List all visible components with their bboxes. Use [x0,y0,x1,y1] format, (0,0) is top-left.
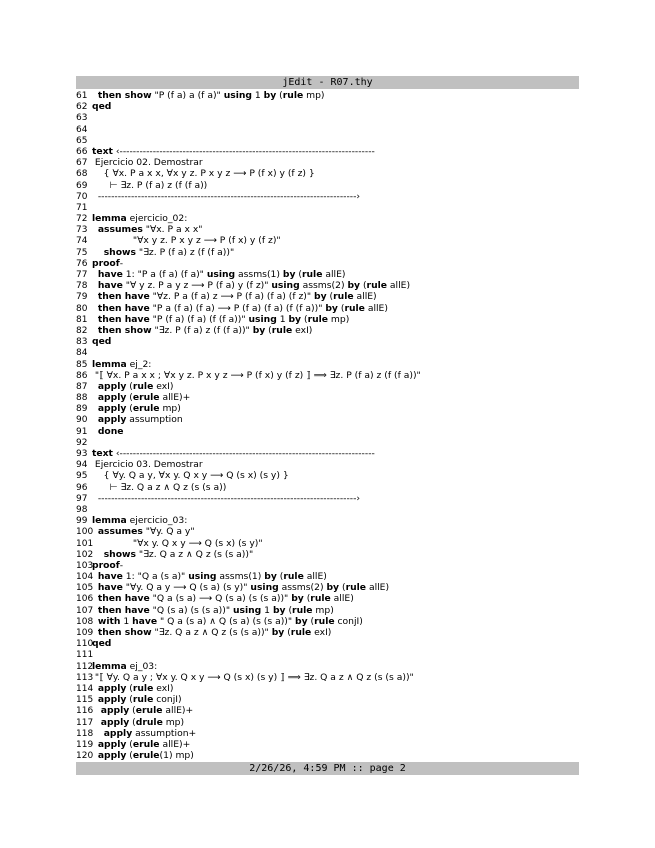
code-text: apply (rule exI) [97,682,174,694]
code-line [76,269,579,280]
code-line [76,571,579,582]
code-line [76,224,579,235]
code-line [76,728,579,739]
line-number: 85 [76,359,88,370]
code-line [76,303,579,314]
code-text: assumes "∀x. P a x x" [97,224,203,236]
code-line [76,403,579,414]
code-line [76,482,579,493]
code-text: qed [92,336,112,348]
code-text: apply (rule conjI) [97,694,182,706]
line-number: 70 [76,191,88,202]
code-line [76,717,579,728]
line-number: 93 [76,449,88,459]
line-number: 97 [76,493,88,504]
code-text: qed [92,638,112,650]
code-text: ⊢ ∃z. Q a z ∧ Q z (s (s a)) [92,481,227,493]
line-number: 96 [76,482,88,493]
code-line [76,694,579,705]
code-text: ⊢ ∃z. P (f a) z (f (f a)) [92,179,208,191]
line-number: 118 [76,728,94,739]
code-text: then have "Q (s a) (s (s a))" using 1 by (rule mp) [97,604,334,616]
code-line [76,582,579,593]
code-text: shows "∃z. P (f a) z (f (f a))" [103,246,235,258]
line-number: 108 [76,616,94,627]
page-footer: 2/26/26, 4:59 PM :: page 2 [249,763,406,774]
line-number: 91 [76,426,88,437]
line-number: 61 [76,91,88,101]
code-text: proof- [92,257,124,269]
code-line [76,370,579,381]
code-text: qed [92,101,112,113]
code-line [76,638,579,649]
line-number: 114 [76,683,94,694]
line-number: 119 [76,739,94,750]
code-line [76,493,579,504]
code-text: then show "∃z. P (f a) z (f (f a))" by (rule exI) [97,324,313,336]
code-line [76,314,579,325]
code-text: Ejercicio 02. Demostrar [92,157,203,169]
code-line [76,124,579,135]
code-text: Ejercicio 03. Demostrar [92,459,203,471]
line-number: 69 [76,180,88,191]
code-line [76,672,579,683]
code-text: shows "∃z. Q a z ∧ Q z (s (s a))" [103,548,254,560]
line-number: 87 [76,381,88,392]
line-number: 77 [76,270,88,280]
line-number: 63 [76,113,88,124]
code-text: text ‹----------------------------------------------------------------------------- [92,448,375,459]
code-text: have "∀y. Q a y ⟶ Q (s a) (s y)" using assms(2) by (rule allE) [97,582,390,594]
code-text: then show "∃z. Q a z ∧ Q z (s (s a))" by (rule exI) [97,627,332,638]
code-text: proof- [92,559,124,571]
code-text: apply (erule(1) mp) [97,750,194,762]
line-number: 67 [76,158,88,169]
line-number: 105 [76,583,94,594]
code-line [76,291,579,302]
code-line [76,515,579,526]
code-line [76,526,579,537]
code-line [76,504,579,515]
page-footer-bar [76,762,579,775]
line-number: 62 [76,102,88,113]
line-number: 78 [76,281,88,292]
line-number: 84 [76,348,88,359]
code-line [76,392,579,403]
line-number: 90 [76,415,88,426]
line-number: 101 [76,538,94,549]
code-text: then show "P (f a) a (f a)" using 1 by (rule mp) [97,90,325,101]
code-text: then have "P a (f a) (f a) ⟶ P (f a) (f a) (f (f a))" by (rule allE) [97,302,388,314]
code-line [76,649,579,660]
line-number: 66 [76,146,88,157]
code-text: assumes "∀y. Q a y" [97,526,195,538]
code-line [76,347,579,358]
line-number: 79 [76,292,88,303]
code-line [76,247,579,258]
code-text: have "∀ y z. P a y z ⟶ P (f a) y (f z)" using assms(2) by (rule allE) [97,280,411,292]
code-text: have 1: "Q a (s a)" using assms(1) by (rule allE) [97,571,327,583]
code-line [76,437,579,448]
code-text: apply (erule allE)+ [97,392,191,404]
window-title: jEdit - R07.thy [282,77,373,88]
line-number: 115 [76,695,94,706]
code-line [76,739,579,750]
code-text: lemma ejercicio_03: [92,515,188,527]
line-number: 98 [76,504,88,515]
code-line [76,414,579,425]
code-line [76,593,579,604]
code-line [76,359,579,370]
code-text: done [97,425,124,437]
code-line [76,280,579,291]
code-text: apply (drule mp) [100,716,185,728]
code-line [76,616,579,627]
code-text: "⟦ ∀x. P a x x ; ∀x y z. P x y z ⟶ P (f x) y (f z) ⟧ ⟹ ∃z. P (f a) z (f (f a))" [92,369,421,381]
code-line [76,90,579,101]
code-text: then have "P (f a) (f a) (f (f a))" using 1 by (rule mp) [97,313,350,325]
code-text: apply (rule exI) [97,380,174,392]
line-number: 73 [76,225,88,236]
line-number: 110 [76,639,94,650]
code-line [76,235,579,246]
code-line [76,180,579,191]
code-text: with 1 have " Q a (s a) ∧ Q (s a) (s (s a))" by (rule conjI) [97,615,363,627]
code-text: "⟦ ∀y. Q a y ; ∀x y. Q x y ⟶ Q (s x) (s y) ⟧ ⟹ ∃z. Q a z ∧ Q z (s (s a))" [92,671,414,683]
code-line [76,459,579,470]
line-number: 83 [76,337,88,348]
line-number: 68 [76,169,88,180]
code-listing [76,90,579,761]
line-number: 120 [76,751,94,762]
code-line [76,325,579,336]
code-line [76,157,579,168]
code-text: ------------------------------------------------------------------------------› [92,492,361,504]
code-line [76,538,579,549]
line-number: 86 [76,370,88,381]
code-line [76,258,579,269]
line-number: 102 [76,549,94,560]
code-line [76,705,579,716]
code-text: { ∀y. Q a y, ∀x y. Q x y ⟶ Q (s x) (s y) } [92,470,289,482]
line-number: 65 [76,135,88,146]
line-number: 74 [76,236,88,247]
line-number: 81 [76,314,88,325]
code-text: apply assumption+ [103,727,197,739]
line-number: 107 [76,605,94,616]
code-text: have 1: "P a (f a) (f a)" using assms(1) by (rule allE) [97,269,346,280]
code-text: then have "Q a (s a) ⟶ Q (s a) (s (s a))" by (rule allE) [97,593,354,605]
line-number: 109 [76,628,94,638]
code-text: apply (erule mp) [97,403,181,415]
code-line [76,336,579,347]
line-number: 99 [76,516,88,527]
line-number: 116 [76,706,94,717]
line-number: 76 [76,258,88,269]
code-line [76,191,579,202]
code-text: "∀x y. Q x y ⟶ Q (s x) (s y)" [92,537,263,549]
line-number: 113 [76,672,94,683]
code-line [76,627,579,638]
code-line [76,146,579,157]
code-line [76,112,579,123]
code-line [76,101,579,112]
code-line [76,549,579,560]
line-number: 64 [76,124,88,135]
code-line [76,683,579,694]
code-text: lemma ej_2: [92,358,152,370]
code-text: ------------------------------------------------------------------------------› [92,190,361,202]
code-line [76,381,579,392]
code-text: lemma ejercicio_02: [92,213,188,225]
line-number: 92 [76,437,88,448]
line-number: 94 [76,460,88,471]
line-number: 71 [76,202,88,213]
line-number: 117 [76,717,94,728]
code-line [76,213,579,224]
code-text: apply assumption [97,414,183,426]
line-number: 95 [76,471,88,482]
line-number: 106 [76,594,94,605]
line-number: 75 [76,247,88,258]
code-line [76,202,579,213]
line-number: 104 [76,572,94,583]
code-text: apply (erule allE)+ [97,738,191,750]
line-number: 89 [76,404,88,415]
code-text: text ‹----------------------------------------------------------------------------- [92,145,375,157]
code-line [76,470,579,481]
code-line [76,661,579,672]
code-text: "∀x y z. P x y z ⟶ P (f x) y (f z)" [92,235,281,247]
code-line [76,605,579,616]
code-text: then have "∀z. P a (f a) z ⟶ P (f a) (f a) (f z)" by (rule allE) [97,291,377,303]
code-line [76,448,579,459]
line-number: 80 [76,303,88,314]
code-line [76,426,579,437]
code-line [76,750,579,761]
line-number: 100 [76,527,94,538]
code-text: { ∀x. P a x x, ∀x y z. P x y z ⟶ P (f x) y (f z) } [92,168,315,180]
code-line [76,135,579,146]
line-number: 112 [76,661,94,672]
code-text: lemma ej_03: [92,660,158,672]
line-number: 111 [76,650,94,661]
code-line [76,560,579,571]
code-text: apply (erule allE)+ [100,705,194,717]
line-number: 88 [76,393,88,404]
line-number: 82 [76,325,88,336]
line-number: 103 [76,560,94,571]
line-number: 72 [76,214,88,225]
code-line [76,168,579,179]
window-title-bar [76,76,579,89]
